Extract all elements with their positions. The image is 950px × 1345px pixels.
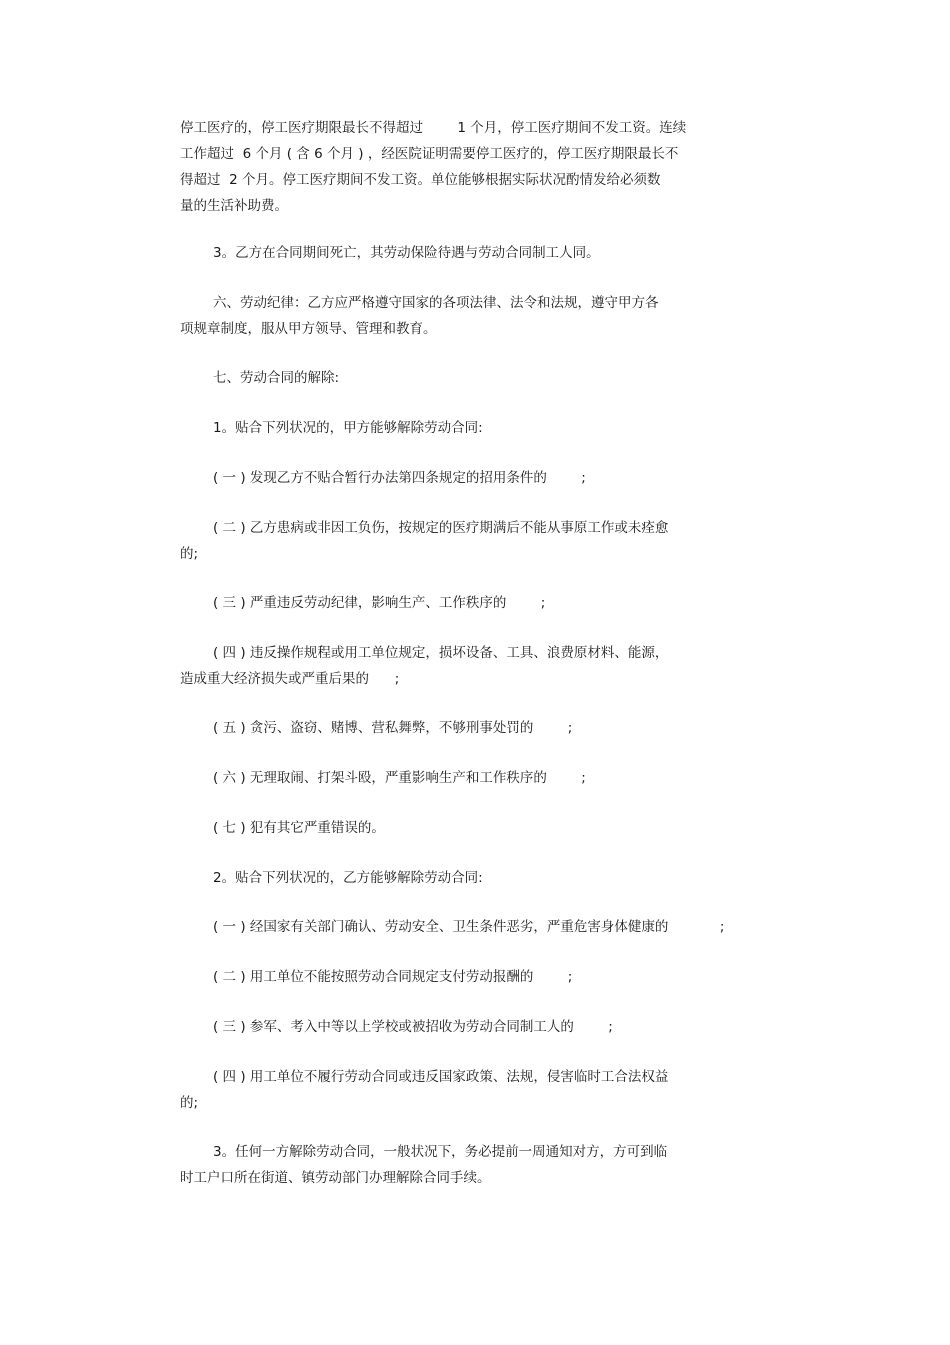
list-item: ( 三 ) 严重违反劳动纪律，影响生产、工作秩序的 ; [213, 595, 546, 611]
list-item: ( 一 ) 经国家有关部门确认、劳动安全、卫生条件恶劣，严重危害身体健康的 ; [213, 919, 725, 935]
list-item: ( 一 ) 发现乙方不贴合暂行办法第四条规定的招用条件的 ; [213, 470, 586, 486]
paragraph-line: 2。贴合下列状况的，乙方能够解除劳动合同: [213, 870, 483, 886]
list-item: 的; [180, 1095, 199, 1111]
list-item: 造成重大经济损失或严重后果的 ; [180, 671, 400, 687]
paragraph-line: 六、劳动纪律：乙方应严格遵守国家的各项法律、法令和法规，遵守甲方各 [213, 295, 659, 311]
list-item: ( 七 ) 犯有其它严重错误的。 [213, 820, 385, 836]
list-item: ( 二 ) 用工单位不能按照劳动合同规定支付劳动报酬的 ; [213, 969, 573, 985]
paragraph-line: 量的生活补助费。 [180, 198, 288, 214]
paragraph-line: 得超过 2 个月。停工医疗期间不发工资。单位能够根据实际状况酌情发给必须数 [180, 172, 661, 188]
list-item: ( 四 ) 违反操作规程或用工单位规定，损坏设备、工具、浪费原材料、能源， [213, 645, 669, 661]
list-item: ( 二 ) 乙方患病或非因工负伤，按规定的医疗期满后不能从事原工作或未痊愈 [213, 520, 669, 536]
list-item: ( 三 ) 参军、考入中等以上学校或被招收为劳动合同制工人的 ; [213, 1019, 613, 1035]
paragraph-line: 停工医疗的，停工医疗期限最长不得超过 1 个月，停工医疗期间不发工资。连续 [180, 120, 687, 136]
paragraph-line: 工作超过 6 个月 ( 含 6 个月 ) ，经医院证明需要停工医疗的，停工医疗期限最长不 [180, 146, 679, 162]
paragraph-line: 3。任何一方解除劳动合同，一般状况下，务必提前一周通知对方，方可到临 [213, 1144, 668, 1160]
section-heading: 七、劳动合同的解除: [213, 370, 340, 386]
paragraph-line: 3。乙方在合同期间死亡，其劳动保险待遇与劳动合同制工人同。 [213, 245, 600, 261]
list-item: ( 六 ) 无理取闹、打架斗殴，严重影响生产和工作秩序的 ; [213, 770, 586, 786]
paragraph-line: 时工户口所在街道、镇劳动部门办理解除合同手续。 [180, 1170, 491, 1186]
paragraph-line: 项规章制度，服从甲方领导、管理和教育。 [180, 321, 437, 337]
list-item: ( 五 ) 贪污、盗窃、赌博、营私舞弊，不够刑事处罚的 ; [213, 720, 573, 736]
list-item: ( 四 ) 用工单位不履行劳动合同或违反国家政策、法规，侵害临时工合法权益 [213, 1069, 669, 1085]
paragraph-line: 1。贴合下列状况的，甲方能够解除劳动合同: [213, 420, 483, 436]
list-item: 的; [180, 546, 199, 562]
